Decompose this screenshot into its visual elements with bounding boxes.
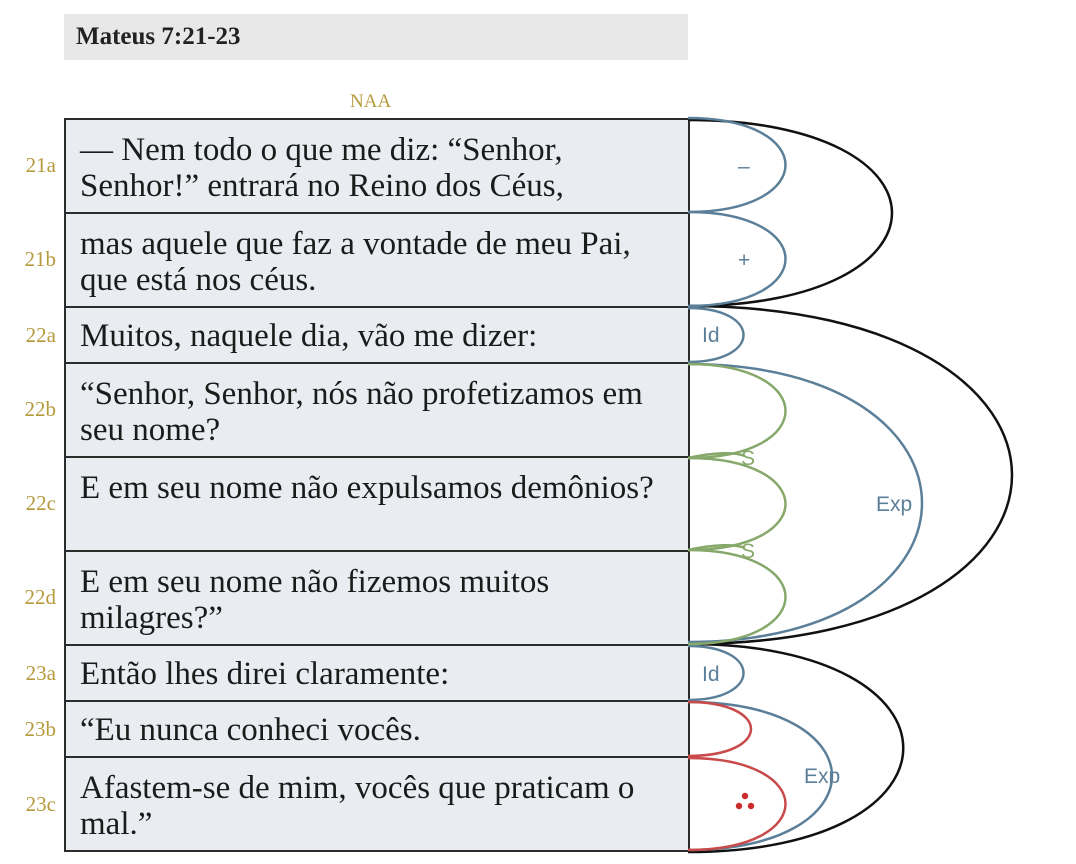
- verse-label: 22a: [25, 323, 56, 347]
- relation-positive: +: [738, 249, 751, 272]
- arc-outer-22: [688, 306, 1012, 644]
- arc-negative: [688, 118, 786, 212]
- relation-idea: Id: [702, 663, 720, 686]
- verse-label: 23b: [24, 717, 56, 741]
- verse-label: 23c: [25, 792, 56, 816]
- arc-series-3: [688, 550, 786, 644]
- arc-series-2: [688, 458, 786, 550]
- arc-red-23b: [688, 702, 751, 756]
- relation-series: S: [741, 540, 756, 563]
- version-label: NAA: [350, 91, 392, 112]
- row-text: E em seu nome não expulsamos demônios?: [80, 470, 654, 506]
- passage-title: Mateus 7:21-23: [76, 23, 241, 50]
- row-text: E em seu nome não fizemos muitos milagres?”: [80, 564, 550, 636]
- row-text: Muitos, naquele dia, vão me dizer:: [80, 318, 538, 354]
- verse-label: 22b: [24, 397, 56, 421]
- relation-idea: Id: [702, 324, 720, 347]
- verse-label: 22c: [25, 491, 56, 515]
- relation-explanation: Exp: [876, 493, 913, 516]
- row-text: “Eu nunca conheci vocês.: [80, 712, 421, 748]
- verse-label: 21a: [25, 153, 56, 177]
- relation-explanation: Exp: [804, 765, 841, 788]
- row-text: Afastem-se de mim, vocês que praticam o mal.”: [80, 770, 635, 842]
- row-text: Então lhes direi claramente:: [80, 656, 450, 692]
- arc-outer-23: [688, 644, 903, 852]
- row-text: — Nem todo o que me diz: “Senhor, Senhor!” entrará no Reino dos Céus,: [80, 132, 564, 204]
- row-text: mas aquele que faz a vontade de meu Pai, que está nos céus.: [80, 226, 631, 298]
- verse-label: 23a: [25, 661, 56, 685]
- relation-series: S: [741, 447, 756, 470]
- relation-negative: –: [738, 155, 750, 178]
- verse-label: 22d: [24, 585, 56, 609]
- arc-series-1: [688, 364, 786, 458]
- arc-positive: [688, 212, 786, 306]
- therefore-dots-icon: [736, 793, 754, 809]
- verse-label: 21b: [24, 247, 56, 271]
- row-text: “Senhor, Senhor, nós não profetizamos em seu nome?: [80, 376, 643, 448]
